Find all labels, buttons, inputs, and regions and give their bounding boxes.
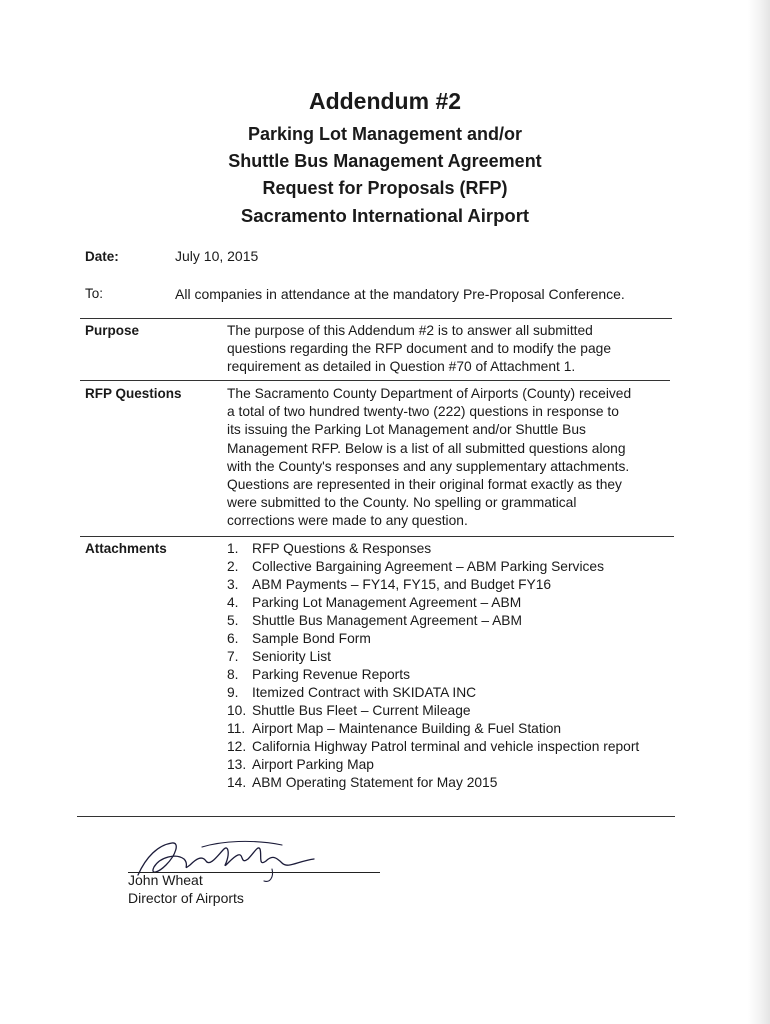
rfp-questions-line: Questions are represented in their original format exactly as they bbox=[227, 477, 622, 493]
item-number: 4. bbox=[227, 595, 239, 610]
rfp-questions-text bbox=[227, 385, 675, 531]
item-number: 14. bbox=[227, 775, 247, 790]
item-number: 11. bbox=[227, 721, 246, 736]
item-number: 12. bbox=[227, 739, 247, 754]
date-label: Date: bbox=[85, 249, 119, 264]
document-title: Addendum #2 bbox=[308, 88, 462, 114]
to-label: To: bbox=[85, 286, 104, 301]
rfp-questions-label: RFP Questions bbox=[85, 386, 182, 401]
purpose-label: Purpose bbox=[85, 323, 140, 338]
rfp-questions-line: its issuing the Parking Lot Management and/or Shuttle Bus bbox=[227, 422, 586, 438]
item-text: Shuttle Bus Fleet – Current Mileage bbox=[252, 703, 471, 718]
item-text: ABM Operating Statement for May 2015 bbox=[252, 775, 498, 790]
attachments-label: Attachments bbox=[85, 541, 167, 556]
item-number: 3. bbox=[227, 577, 239, 592]
rfp-questions-line: Management RFP. Below is a list of all submitted questions along bbox=[227, 440, 626, 456]
signer-name: John Wheat bbox=[128, 872, 203, 888]
rfp-questions-line: were submitted to the County. No spelling or grammatical bbox=[227, 495, 577, 511]
list-item bbox=[227, 666, 675, 684]
item-text: Parking Lot Management Agreement – ABM bbox=[252, 595, 522, 610]
section-divider bbox=[80, 380, 670, 381]
item-number: 9. bbox=[227, 685, 239, 700]
list-item bbox=[227, 594, 675, 612]
item-text: Sample Bond Form bbox=[252, 631, 371, 646]
rfp-questions-line: The Sacramento County Department of Airports (County) received bbox=[227, 386, 632, 401]
item-number: 6. bbox=[227, 631, 239, 646]
item-number: 8. bbox=[227, 667, 239, 682]
attachments-list bbox=[227, 540, 675, 792]
item-number: 13. bbox=[227, 757, 247, 772]
item-text: Itemized Contract with SKIDATA INC bbox=[252, 685, 477, 700]
rfp-questions-line: a total of two hundred twenty-two (222) questions in response to bbox=[227, 404, 619, 420]
purpose-line: The purpose of this Addendum #2 is to answer all submitted bbox=[227, 323, 593, 338]
item-text: Airport Parking Map bbox=[252, 757, 374, 772]
item-number: 7. bbox=[227, 649, 239, 664]
item-text: Parking Revenue Reports bbox=[252, 667, 410, 682]
list-item bbox=[227, 738, 675, 756]
purpose-text bbox=[227, 322, 675, 377]
list-item bbox=[227, 540, 675, 558]
to-value: All companies in attendance at the mandatory Pre-Proposal Conference. bbox=[175, 286, 625, 302]
list-item bbox=[227, 720, 675, 738]
item-text: Airport Map – Maintenance Building & Fuel Station bbox=[252, 721, 562, 736]
signer-title: Director of Airports bbox=[128, 890, 244, 906]
item-text: California Highway Patrol terminal and vehicle inspection report bbox=[252, 739, 640, 754]
list-item bbox=[227, 756, 675, 774]
section-divider bbox=[77, 816, 675, 817]
item-number: 1. bbox=[227, 541, 239, 556]
item-text: RFP Questions & Responses bbox=[252, 541, 432, 556]
subtitle-line: Request for Proposals (RFP) bbox=[262, 178, 508, 198]
list-item bbox=[227, 702, 675, 720]
subtitle-line: Shuttle Bus Management Agreement bbox=[228, 151, 542, 171]
list-item bbox=[227, 684, 675, 702]
date-value: July 10, 2015 bbox=[175, 248, 259, 264]
list-item bbox=[227, 612, 675, 630]
airport-name: Sacramento International Airport bbox=[240, 205, 530, 226]
rfp-questions-line: corrections were made to any question. bbox=[227, 513, 468, 529]
purpose-line: questions regarding the RFP document and to modify the page bbox=[227, 341, 612, 357]
subtitle-line: Parking Lot Management and/or bbox=[247, 124, 523, 144]
item-number: 2. bbox=[227, 559, 239, 574]
item-text: ABM Payments – FY14, FY15, and Budget FY16 bbox=[252, 577, 552, 592]
document-subtitle bbox=[0, 121, 770, 202]
purpose-line: requirement as detailed in Question #70 of Attachment 1. bbox=[227, 359, 576, 375]
item-number: 5. bbox=[227, 613, 239, 628]
list-item bbox=[227, 630, 675, 648]
list-item bbox=[227, 576, 675, 594]
item-text: Shuttle Bus Management Agreement – ABM bbox=[252, 613, 522, 628]
item-text: Collective Bargaining Agreement – ABM Parking Services bbox=[252, 559, 604, 574]
item-number: 10. bbox=[227, 703, 247, 718]
rfp-questions-line: with the County's responses and any supplementary attachments. bbox=[227, 458, 630, 474]
list-item bbox=[227, 558, 675, 576]
list-item bbox=[227, 648, 675, 666]
section-divider bbox=[80, 536, 674, 537]
list-item bbox=[227, 774, 675, 792]
item-text: Seniority List bbox=[252, 649, 331, 664]
section-divider bbox=[80, 318, 672, 319]
